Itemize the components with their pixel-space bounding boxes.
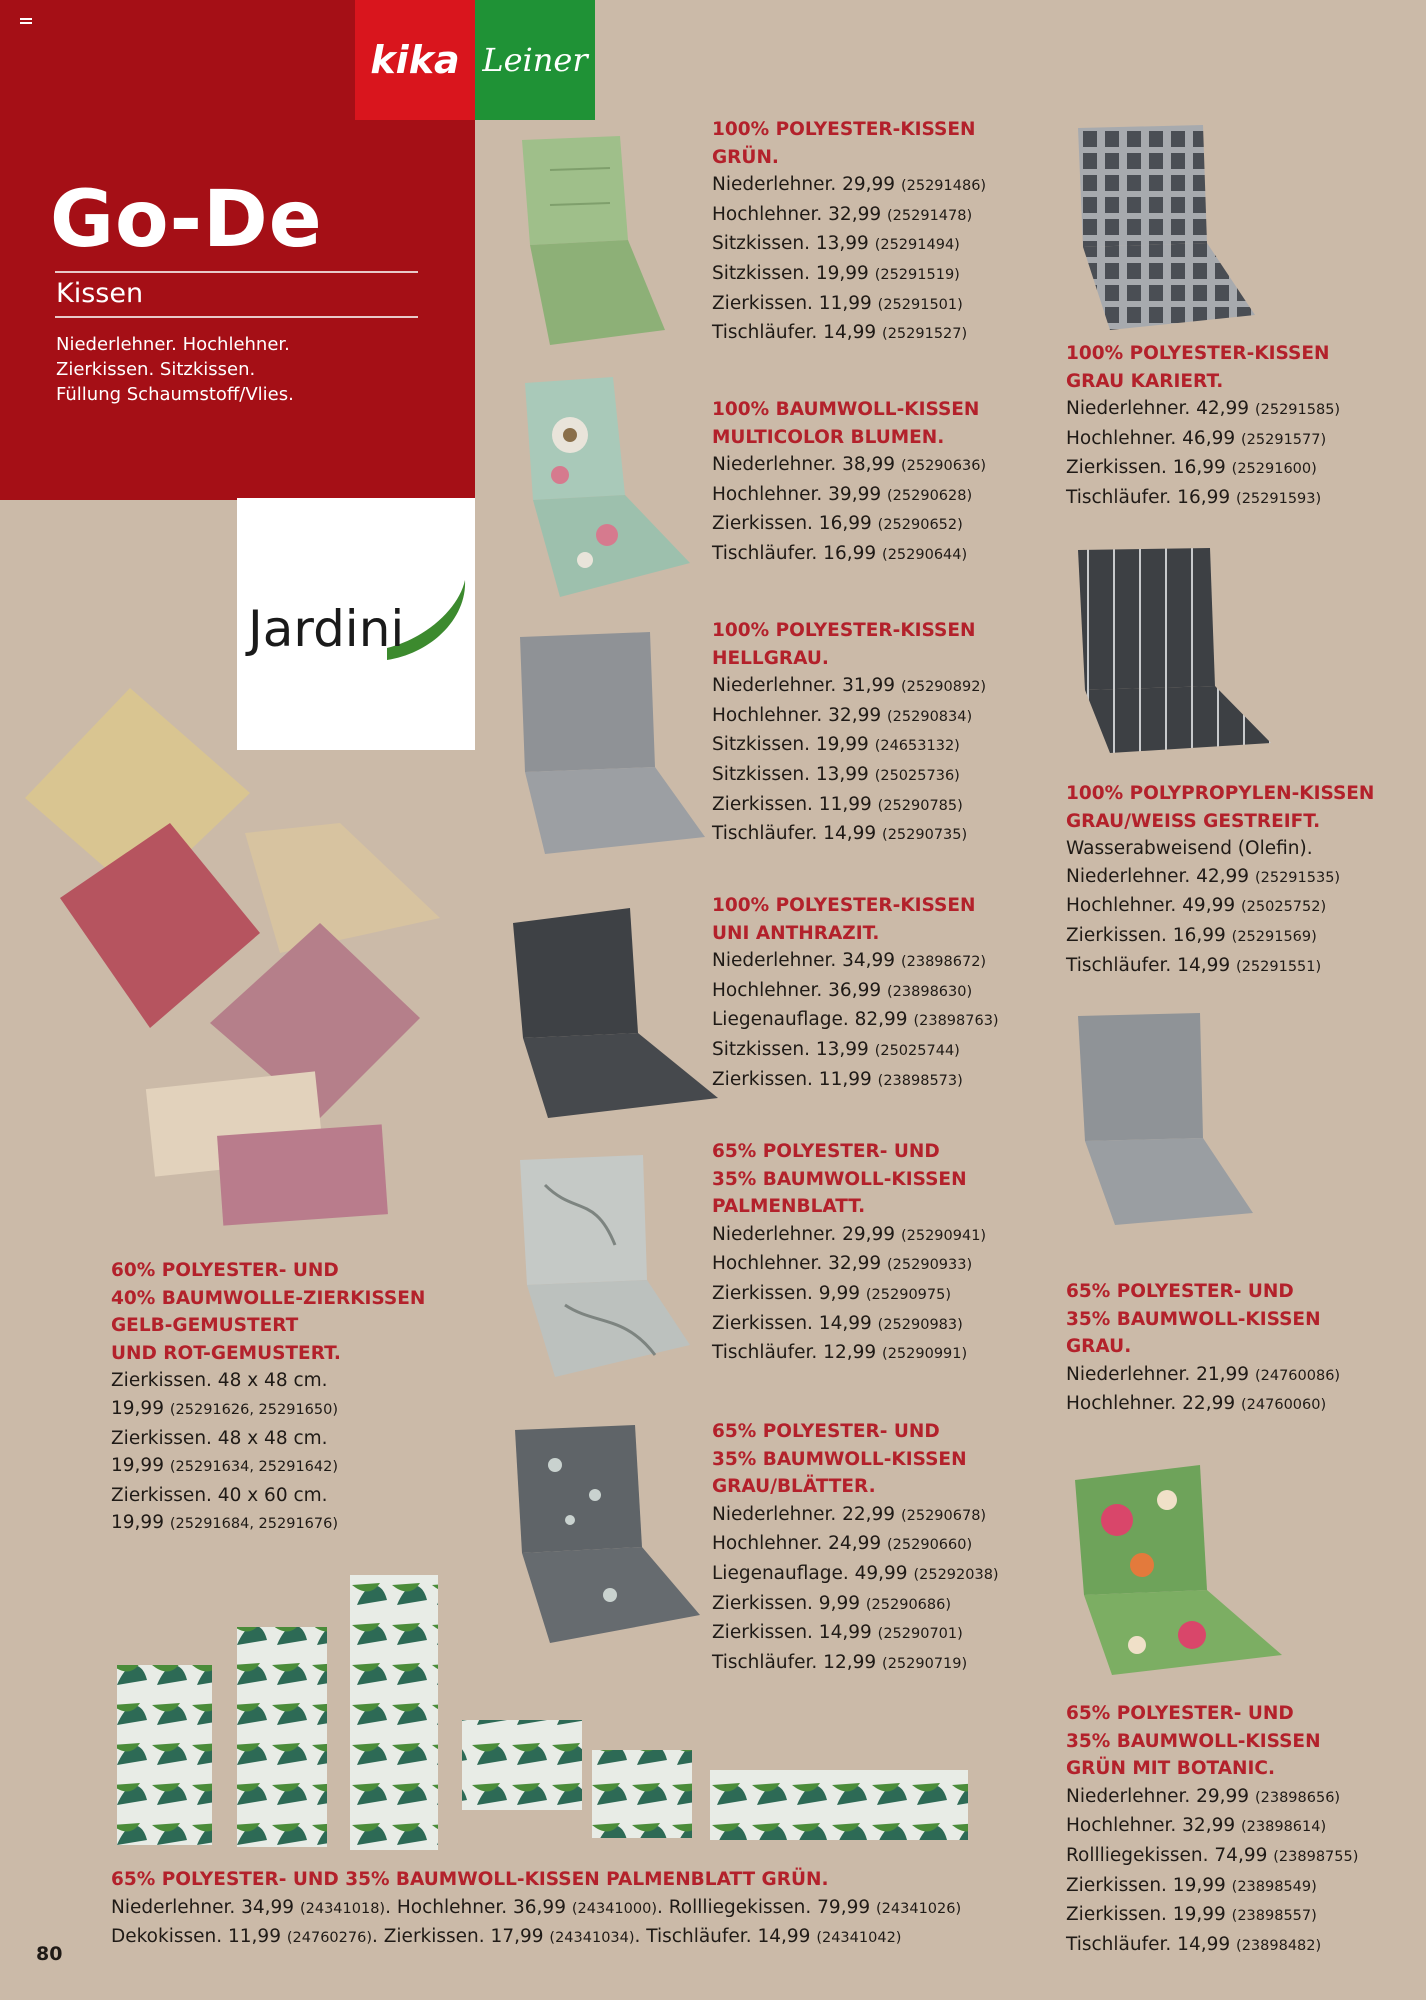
decorative-pillows-image xyxy=(20,688,450,1233)
product-heading: 35% BAUMWOLL-KISSEN xyxy=(1066,1730,1321,1752)
product-heading: 100% POLYPROPYLEN-KISSEN xyxy=(1066,783,1375,804)
price-line: Wasserabweisend (Olefin). xyxy=(1066,838,1313,860)
price-line: Tischläufer. 14,99 (23898482) xyxy=(1066,1933,1322,1955)
product-heading: 100% BAUMWOLL-KISSEN xyxy=(712,399,980,420)
price-line: Niederlehner. 31,99 (25290892) xyxy=(712,675,987,697)
product-heading: 35% BAUMWOLL-KISSEN xyxy=(1066,1308,1321,1330)
price-line: Zierkissen. 11,99 (23898573) xyxy=(712,1068,963,1090)
price-line: Hochlehner. 49,99 (25025752) xyxy=(1066,895,1327,917)
product-heading: 40% BAUMWOLLE-ZIERKISSEN xyxy=(111,1287,426,1309)
price-line: Niederlehner. 34,99 (23898672) xyxy=(712,950,987,972)
price-line: Zierkissen. 40 x 60 cm. xyxy=(111,1484,328,1506)
price-line: Zierkissen. 9,99 (25290686) xyxy=(712,1592,952,1614)
menu-icon[interactable] xyxy=(20,18,32,28)
price-line: Sitzkissen. 13,99 (25291494) xyxy=(712,233,960,255)
product-heading: UND ROT-GEMUSTERT. xyxy=(111,1342,341,1364)
price-line: Sitzkissen. 19,99 (25291519) xyxy=(712,262,960,284)
price-line: Hochlehner. 46,99 (25291577) xyxy=(1066,427,1327,449)
price-line: Hochlehner. 24,99 (25290660) xyxy=(712,1533,973,1555)
price-line: Hochlehner. 36,99 (23898630) xyxy=(712,979,973,1001)
product-heading: 65% POLYESTER- UND 35% BAUMWOLL-KISSEN PALMENBLATT GRÜN. xyxy=(111,1869,829,1890)
brand-subtitle: Kissen xyxy=(56,278,144,309)
product-heading: 100% POLYESTER-KISSEN xyxy=(1066,343,1330,364)
price-line: 19,99 (25291634, 25291642) xyxy=(111,1455,338,1477)
price-line: Zierkissen. 14,99 (25290701) xyxy=(712,1622,963,1644)
product-heading: 65% POLYESTER- UND xyxy=(1066,1281,1294,1302)
price-line: Hochlehner. 32,99 (25291478) xyxy=(712,203,973,225)
product-heading: GRAU. xyxy=(1066,1336,1132,1358)
product-palm-leaf-green xyxy=(111,1866,961,1953)
price-line: Zierkissen. 16,99 (25291569) xyxy=(1066,924,1317,946)
product-botanic xyxy=(1066,1700,1358,1960)
price-line: Hochlehner. 32,99 (23898614) xyxy=(1066,1815,1327,1837)
price-line: Niederlehner. 22,99 (25290678) xyxy=(712,1503,987,1525)
product-heading: HELLGRAU. xyxy=(712,647,829,669)
product-heading: 35% BAUMWOLL-KISSEN xyxy=(712,1168,967,1190)
price-line: Tischläufer. 14,99 (25291527) xyxy=(712,322,968,344)
price-line: Sitzkissen. 13,99 (25025744) xyxy=(712,1038,960,1060)
product-green xyxy=(712,116,986,349)
product-palm-leaf xyxy=(712,1138,986,1369)
product-heading: GRAU/BLÄTTER. xyxy=(712,1476,876,1498)
price-line: Tischläufer. 16,99 (25290644) xyxy=(712,542,968,564)
product-heading: 65% POLYESTER- UND xyxy=(712,1141,940,1162)
price-line: Zierkissen. 48 x 48 cm. xyxy=(111,1427,328,1449)
price-line: Niederlehner. 38,99 (25290636) xyxy=(712,454,987,476)
price-line: Niederlehner. 34,99 (24341018). Hochlehner. 36,99 (24341000). Rollliegekissen. 79,99 (24341026) xyxy=(111,1896,962,1918)
product-heading: 100% POLYESTER-KISSEN xyxy=(712,895,976,916)
price-line: Zierkissen. 11,99 (25290785) xyxy=(712,793,963,815)
price-line: Hochlehner. 32,99 (25290933) xyxy=(712,1253,973,1275)
cushion-botanic-image xyxy=(1072,1465,1287,1680)
leiner-logo: Leiner xyxy=(475,0,595,120)
cushion-grey-white-stripe-image xyxy=(1075,548,1275,758)
product-heading: 100% POLYESTER-KISSEN xyxy=(712,119,976,140)
product-heading: 35% BAUMWOLL-KISSEN xyxy=(712,1448,967,1470)
cushion-palm-leaf-image xyxy=(515,1155,695,1380)
price-line: Niederlehner. 42,99 (25291535) xyxy=(1066,865,1341,887)
product-heading: GRAU KARIERT. xyxy=(1066,370,1224,392)
divider xyxy=(55,316,418,318)
price-line: Tischläufer. 14,99 (25291551) xyxy=(1066,954,1322,976)
price-line: Zierkissen. 11,99 (25291501) xyxy=(712,292,963,314)
price-line: Niederlehner. 29,99 (25291486) xyxy=(712,174,987,196)
price-line: Zierkissen. 14,99 (25290983) xyxy=(712,1312,963,1334)
price-line: Zierkissen. 19,99 (23898549) xyxy=(1066,1874,1317,1896)
price-line: Tischläufer. 12,99 (25290991) xyxy=(712,1342,968,1364)
cushion-anthracite-image xyxy=(508,903,723,1123)
product-heading: MULTICOLOR BLUMEN. xyxy=(712,426,945,448)
price-line: Sitzkissen. 13,99 (25025736) xyxy=(712,763,960,785)
price-line: Hochlehner. 32,99 (25290834) xyxy=(712,704,973,726)
product-heading: 60% POLYESTER- UND xyxy=(111,1260,339,1281)
price-line: Niederlehner. 42,99 (25291585) xyxy=(1066,398,1341,420)
product-grey-white-stripe xyxy=(1066,780,1374,981)
price-line: Zierkissen. 19,99 (23898557) xyxy=(1066,1904,1317,1926)
price-line: Zierkissen. 16,99 (25291600) xyxy=(1066,457,1317,479)
brand-description: Niederlehner. Hochlehner. Zierkissen. Sitzkissen. Füllung Schaumstoff/Vlies. xyxy=(56,334,294,405)
brand-title: Go-De xyxy=(50,175,323,265)
product-grey-leaves xyxy=(712,1418,999,1678)
price-line: Sitzkissen. 19,99 (24653132) xyxy=(712,734,960,756)
price-line: Niederlehner. 29,99 (23898656) xyxy=(1066,1785,1341,1807)
price-line: Liegenauflage. 49,99 (25292038) xyxy=(712,1562,999,1584)
cushion-grey-image xyxy=(1075,1013,1255,1228)
divider xyxy=(55,271,418,273)
price-line: Niederlehner. 29,99 (25290941) xyxy=(712,1223,987,1245)
product-heading: 65% POLYESTER- UND xyxy=(1066,1703,1294,1724)
product-heading: 100% POLYESTER-KISSEN xyxy=(712,620,976,641)
product-heading: GRAU/WEISS GESTREIFT. xyxy=(1066,810,1321,832)
product-heading: 65% POLYESTER- UND xyxy=(712,1421,940,1442)
cushion-lightgrey-image xyxy=(515,632,710,857)
price-line: Zierkissen. 48 x 48 cm. xyxy=(111,1370,328,1392)
price-line: Dekokissen. 11,99 (24760276). Zierkissen. 17,99 (24341034). Tischläufer. 14,99 (24341042) xyxy=(111,1926,902,1948)
product-floral xyxy=(712,396,986,570)
price-line: Rollliegekissen. 74,99 (23898755) xyxy=(1066,1844,1359,1866)
price-line: Zierkissen. 9,99 (25290975) xyxy=(712,1282,952,1304)
price-line: Tischläufer. 16,99 (25291593) xyxy=(1066,486,1322,508)
kika-logo: kika xyxy=(355,0,475,120)
price-line: 19,99 (25291684, 25291676) xyxy=(111,1512,338,1534)
price-line: Hochlehner. 22,99 (24760060) xyxy=(1066,1393,1327,1415)
product-heading: UNI ANTHRAZIT. xyxy=(712,922,880,944)
product-heading: GRÜN MIT BOTANIC. xyxy=(1066,1758,1276,1780)
price-line: Zierkissen. 16,99 (25290652) xyxy=(712,513,963,535)
product-heading: GELB-GEMUSTERT xyxy=(111,1315,299,1337)
product-lightgrey xyxy=(712,617,986,850)
product-heading: PALMENBLATT. xyxy=(712,1196,866,1218)
price-line: 19,99 (25291626, 25291650) xyxy=(111,1397,338,1419)
product-grey xyxy=(1066,1278,1340,1420)
price-line: Tischläufer. 12,99 (25290719) xyxy=(712,1651,968,1673)
product-grey-check xyxy=(1066,340,1340,514)
price-line: Hochlehner. 39,99 (25290628) xyxy=(712,483,973,505)
jardini-logo: Jardini xyxy=(248,600,405,658)
cushion-grey-check-image xyxy=(1075,125,1260,335)
price-line: Liegenauflage. 82,99 (23898763) xyxy=(712,1009,999,1031)
product-anthracite xyxy=(712,892,999,1095)
page-number: 80 xyxy=(36,1943,63,1965)
cushion-green-image xyxy=(510,130,670,355)
cushion-floral-image xyxy=(515,375,705,600)
product-decorative-pillows xyxy=(111,1257,425,1539)
product-heading: GRÜN. xyxy=(712,146,779,168)
price-line: Tischläufer. 14,99 (25290735) xyxy=(712,823,968,845)
price-line: Niederlehner. 21,99 (24760086) xyxy=(1066,1363,1341,1385)
